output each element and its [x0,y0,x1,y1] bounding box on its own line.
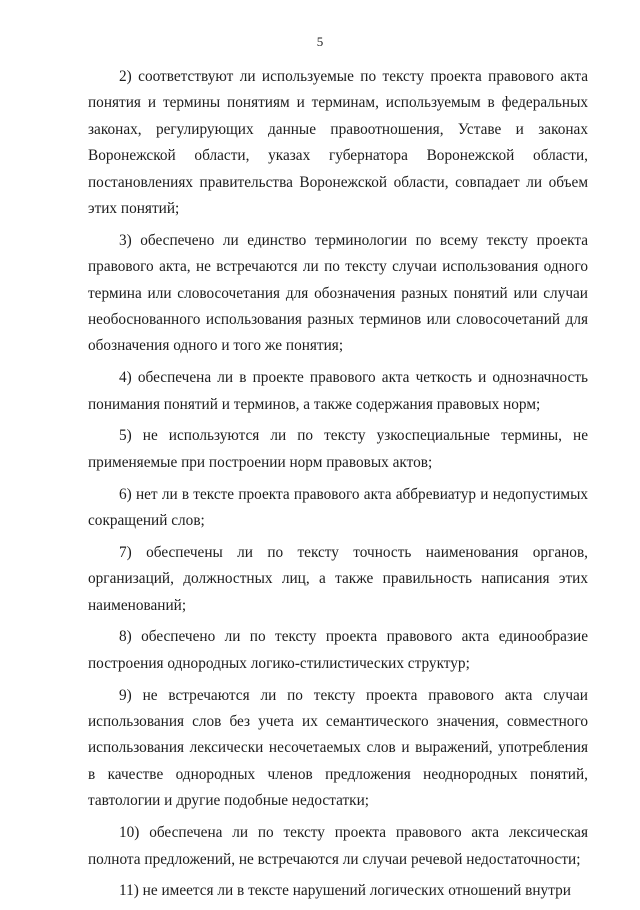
paragraph-item-10: 10) обеспечена ли по тексту проекта правового акта лексическая полнота предложений, не встречаются ли случаи речевой недостаточности; [88,824,588,868]
paragraph-item-6: 6) нет ли в тексте проекта правового акта аббревиатур и недопустимых сокращений слов; [88,485,588,530]
paragraph-item-7: 7) обеспечены ли по тексту точность наименования органов, организаций, должностных лиц, а также правильность написания этих наименований; [88,543,588,614]
document-body [88,64,588,910]
page-number: 5 [316,34,324,49]
paragraph-item-5: 5) не используются ли по тексту узкоспециальные термины, не применяемые при построении норм правовых актов; [88,427,588,471]
paragraph-item-9: 9) не встречаются ли по тексту проекта правового акта случаи использования слов без учета их семантического значения, совместного использования лексически несочетаемых слов и выражений, употребления в качестве однородных членов предложения неоднородных понятий, тавтологии и другие подобные недостатки; [88,686,588,810]
paragraph-item-3: 3) обеспечено ли единство терминологии по всему тексту проекта правового акта, не встречаются ли по тексту случаи использования одного термина или словосочетания для обозначения разных понятий или случаи необоснованного использования разных терминов или словосочетаний для обозначения одного и того же понятия; [88,231,588,355]
paragraph-item-8: 8) обеспечено ли по тексту проекта правового акта единообразие построения однородных логико-стилистических структур; [88,628,588,672]
paragraph-item-4: 4) обеспечена ли в проекте правового акта четкость и однозначность понимания понятий и терминов, а также содержания правовых норм; [88,369,588,413]
paragraph-item-11: 11) не имеется ли в тексте нарушений логических отношений внутри [119,882,571,900]
paragraph-item-2: 2) соответствуют ли используемые по тексту проекта правового акта понятия и термины понятиям и терминам, используемым в федеральных законах, регулирующих данные правоотношения, Уставе и законах Воронежской области, указах губернатора Воронежской области, постановлениях правительства Воронежской области, совпадает ли объем этих понятий; [88,68,588,218]
